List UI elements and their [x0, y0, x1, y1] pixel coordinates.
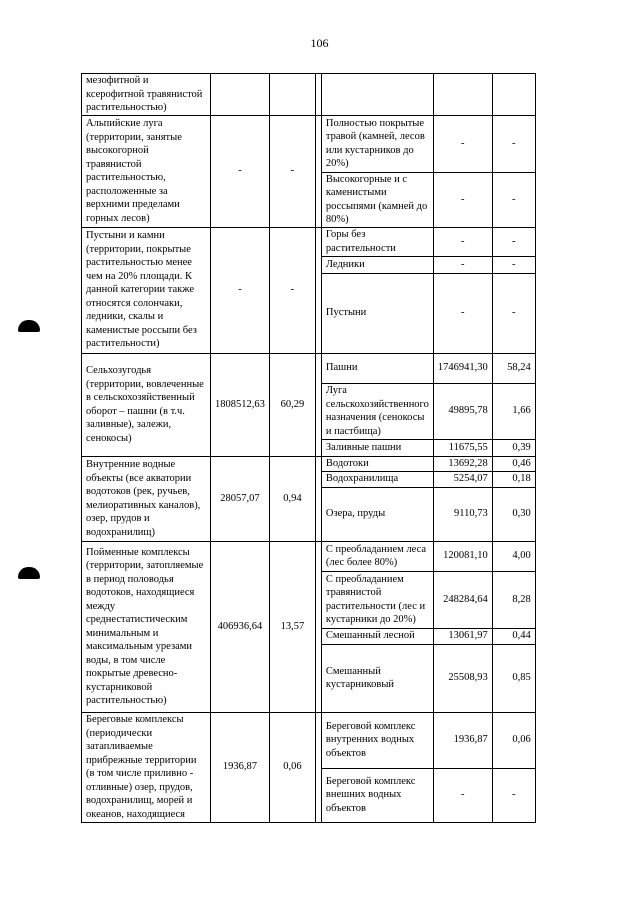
subcategory-cell [321, 74, 433, 116]
sub-percent-cell: - [492, 172, 535, 227]
sub-percent-cell: 0,46 [492, 456, 535, 471]
table-row [82, 541, 536, 571]
subcategory-cell: Береговой комплекс внешних водных объектов [321, 768, 433, 822]
percent-cell: 0,06 [269, 712, 315, 822]
binder-hole-mark-bottom [18, 567, 40, 579]
sub-area-cell: 49895,78 [433, 383, 492, 439]
sub-area-cell [433, 74, 492, 116]
subcategory-cell: С преобладанием травянистой растительности (лес и кустарники до 20%) [321, 571, 433, 628]
sub-percent-cell: 58,24 [492, 353, 535, 383]
table-row [82, 456, 536, 471]
sub-percent-cell: 0,06 [492, 712, 535, 768]
category-cell: мезофитной и ксерофитной травянистой растительностью) [82, 74, 211, 116]
area-cell: 28057,07 [211, 456, 270, 541]
sub-percent-cell: - [492, 256, 535, 273]
sub-area-cell: 1936,87 [433, 712, 492, 768]
sub-percent-cell: 0,18 [492, 471, 535, 487]
subcategory-cell: Пустыни [321, 273, 433, 353]
area-cell: 1808512,63 [211, 353, 270, 456]
sub-area-cell: 25508,93 [433, 644, 492, 712]
category-cell: Альпийские луга (территории, занятые высокогорной травянистой растительностью, расположенные за верхними пределами горных лесов) [82, 115, 211, 227]
sub-area-cell: - [433, 256, 492, 273]
sub-area-cell: 1746941,30 [433, 353, 492, 383]
table-row [82, 74, 536, 116]
subcategory-cell: Ледники [321, 256, 433, 273]
sub-area-cell: 13061,97 [433, 628, 492, 644]
subcategory-cell: Заливные пашни [321, 439, 433, 456]
subcategory-cell: Смешанный кустарниковый [321, 644, 433, 712]
sub-area-cell: 120081,10 [433, 541, 492, 571]
sub-percent-cell: - [492, 115, 535, 172]
sub-percent-cell: 4,00 [492, 541, 535, 571]
subcategory-cell: Пашни [321, 353, 433, 383]
table-row [82, 712, 536, 768]
sub-percent-cell: 0,39 [492, 439, 535, 456]
subcategory-cell: Горы без растительности [321, 227, 433, 256]
subcategory-cell: Озера, пруды [321, 487, 433, 541]
sub-area-cell: 9110,73 [433, 487, 492, 541]
binder-hole-mark-top [18, 320, 40, 332]
sub-area-cell: 248284,64 [433, 571, 492, 628]
percent-cell: 60,29 [269, 353, 315, 456]
subcategory-cell: Высокогорные и с каменистыми россыпями (камней до 80%) [321, 172, 433, 227]
sub-area-cell: - [433, 768, 492, 822]
subcategory-cell: Луга сельскохозяйственного назначения (сенокосы и пастбища) [321, 383, 433, 439]
sub-percent-cell: 8,28 [492, 571, 535, 628]
category-cell: Пустыни и камни (территории, покрытые растительностью менее чем на 20% площади. К данной категории также относятся солончаки, ледники, скалы и каменистые россыпи без растительности) [82, 227, 211, 353]
sub-area-cell: - [433, 273, 492, 353]
sub-percent-cell: - [492, 768, 535, 822]
land-category-table [81, 73, 536, 823]
sub-percent-cell: 1,66 [492, 383, 535, 439]
page-number: 106 [310, 36, 329, 50]
subcategory-cell: С преобладанием леса (лес более 80%) [321, 541, 433, 571]
category-cell: Сельхозугодья (территории, вовлеченные в сельскохозяйственный оборот – пашни (в т.ч. заливные), залежи, сенокосы) [82, 353, 211, 456]
sub-area-cell: 13692,28 [433, 456, 492, 471]
area-cell: - [211, 227, 270, 353]
subcategory-cell: Полностью покрытые травой (камней, лесов или кустарников до 20%) [321, 115, 433, 172]
percent-cell: 0,94 [269, 456, 315, 541]
sub-area-cell: - [433, 172, 492, 227]
sub-percent-cell: - [492, 227, 535, 256]
sub-percent-cell: 0,44 [492, 628, 535, 644]
subcategory-cell: Водотоки [321, 456, 433, 471]
sub-area-cell: 11675,55 [433, 439, 492, 456]
sub-percent-cell: - [492, 273, 535, 353]
category-cell: Пойменные комплексы (территории, затопляемые в период половодья водотоков, находящиеся между среднестатистическим минимальным и максимальным урезами воды, в том числе покрытые древесно-кустарниковой растительностью) [82, 541, 211, 712]
percent-cell: - [269, 115, 315, 227]
percent-cell: - [269, 227, 315, 353]
table-row [82, 353, 536, 383]
percent-cell [269, 74, 315, 116]
category-cell: Внутренние водные объекты (все акватории водотоков (рек, ручьев, мелиоративных каналов), озер, прудов и водохранилищ) [82, 456, 211, 541]
table-row [82, 115, 536, 172]
subcategory-cell: Водохранилища [321, 471, 433, 487]
subcategory-cell: Смешанный лесной [321, 628, 433, 644]
table-row [82, 227, 536, 256]
sub-percent-cell [492, 74, 535, 116]
category-cell: Береговые комплексы (периодически затапливаемые прибрежные территории (в том числе приливно - отливные) озер, прудов, водохранилищ, морей и океанов, находящиеся [82, 712, 211, 822]
percent-cell: 13,57 [269, 541, 315, 712]
sub-area-cell: 5254,07 [433, 471, 492, 487]
sub-area-cell: - [433, 115, 492, 172]
subcategory-cell: Береговой комплекс внутренних водных объектов [321, 712, 433, 768]
area-cell [211, 74, 270, 116]
area-cell: - [211, 115, 270, 227]
area-cell: 1936,87 [211, 712, 270, 822]
sub-percent-cell: 0,85 [492, 644, 535, 712]
area-cell: 406936,64 [211, 541, 270, 712]
sub-area-cell: - [433, 227, 492, 256]
sub-percent-cell: 0,30 [492, 487, 535, 541]
